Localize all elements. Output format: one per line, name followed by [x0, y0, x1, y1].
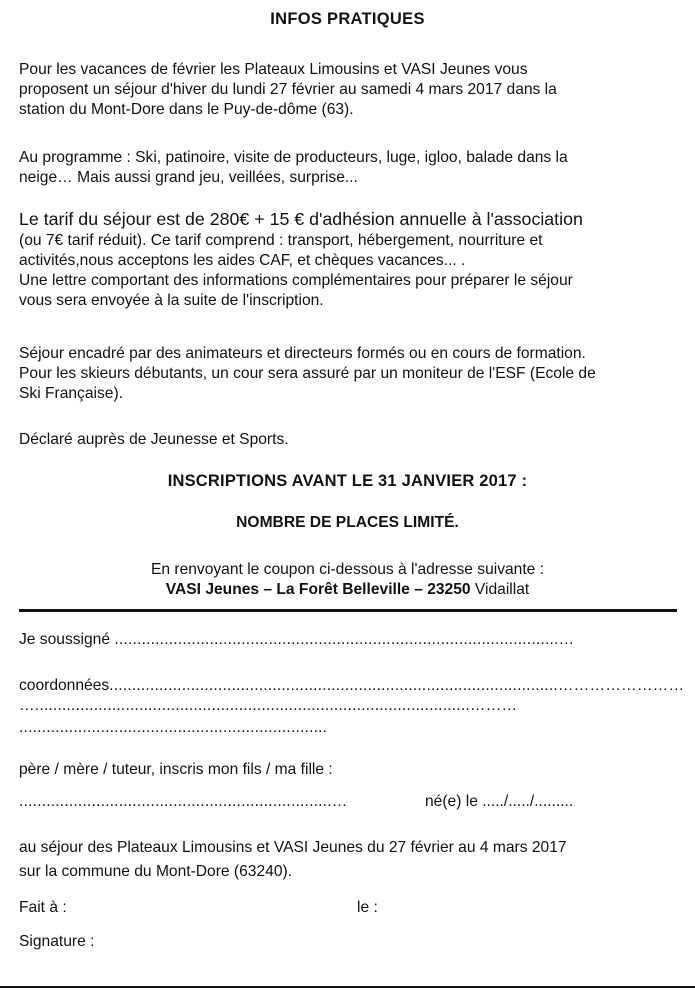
intro-paragraph	[19, 60, 679, 120]
form-soussigne	[19, 630, 679, 650]
form-sejour-line-1: au séjour des Plateaux Limousins et VASI Jeunes du 27 février au 4 mars 2017	[19, 839, 567, 856]
encadrement-line-3: Ski Française).	[19, 385, 123, 402]
soussigne-dots: ..................................................................................................…	[114, 631, 575, 648]
encadrement-paragraph	[19, 344, 679, 404]
tarif-line-3: activités,nous acceptons les aides CAF, et chèques vacances... .	[19, 252, 466, 269]
programme-line-1: Au programme : Ski, patinoire, visite de producteurs, luge, igloo, balade dans la	[19, 149, 568, 166]
tarif-line-4: Une lettre comportant des informations complémentaires pour préparer le séjour	[19, 272, 573, 289]
form-child-line	[19, 792, 679, 812]
places-heading: NOMBRE DE PLACES LIMITÉ.	[236, 514, 459, 531]
tarif-line-5: vous sera envoyée à la suite de l'inscription.	[19, 292, 324, 309]
inscription-heading: INSCRIPTIONS AVANT LE 31 JANVIER 2017 :	[167, 472, 528, 490]
born-label: né(e) le ...../...../.........	[425, 793, 574, 810]
child-dots: .....................................................................…	[19, 793, 348, 810]
address-city: Vidaillat	[470, 581, 530, 598]
declaration-line: Déclaré auprès de Jeunesse et Sports.	[19, 431, 289, 448]
declaration-text	[19, 430, 679, 450]
form-coordonnees-line-3	[19, 718, 679, 738]
renvoi-text: En renvoyant le coupon ci-dessous à l'adresse suivante :	[150, 561, 545, 578]
tarif-line-1: Le tarif du séjour est de 280€ + 15 € d'adhésion annuelle à l'association	[19, 209, 583, 229]
intro-line-1: Pour les vacances de février les Plateaux Limousins et VASI Jeunes vous	[19, 61, 528, 78]
form-signature: Signature :	[19, 933, 95, 950]
coordonnees-dots-3: ....................................................................	[19, 719, 328, 736]
tarif-line-2: (ou 7€ tarif réduit). Ce tarif comprend : transport, hébergement, nourriture et	[19, 232, 543, 249]
form-sejour-line-2: sur la commune du Mont-Dore (63240).	[19, 863, 293, 880]
intro-line-2: proposent un séjour d'hiver du lundi 27 février au samedi 4 mars 2017 dans la	[19, 81, 557, 98]
form-coordonnees-line-2	[19, 696, 679, 716]
fait-label: Fait à :	[19, 899, 67, 916]
coupon-cut-line	[19, 609, 677, 612]
form-parent-line: père / mère / tuteur, inscris mon fils / ma fille :	[19, 761, 333, 778]
coordonnees-dots-2: …................................................................................................………	[19, 697, 518, 714]
address-text	[0, 580, 695, 600]
date-label: le :	[357, 899, 378, 916]
form-coordonnees	[19, 676, 685, 696]
address-bold: VASI Jeunes – La Forêt Belleville – 23250	[165, 581, 471, 598]
soussigne-label: Je soussigné	[19, 631, 115, 648]
encadrement-line-2: Pour les skieurs débutants, un cour sera assuré par un moniteur de l'ESF (Ecole de	[19, 365, 596, 382]
form-fait-line	[19, 898, 679, 918]
page-title: INFOS PRATIQUES	[270, 10, 425, 28]
intro-line-3: station du Mont-Dore dans le Puy-de-dôme (63).	[19, 101, 354, 118]
encadrement-line-1: Séjour encadré par des animateurs et directeurs formés ou en cours de formation.	[19, 345, 586, 362]
coordonnees-dots: ...................................................................................................……………………	[109, 677, 685, 694]
coordonnees-label: coordonnées	[19, 677, 110, 694]
bottom-border-line	[0, 986, 695, 988]
programme-line-2: neige… Mais aussi grand jeu, veillées, surprise...	[19, 169, 358, 186]
programme-paragraph	[19, 148, 679, 188]
tarif-paragraph	[19, 208, 679, 311]
